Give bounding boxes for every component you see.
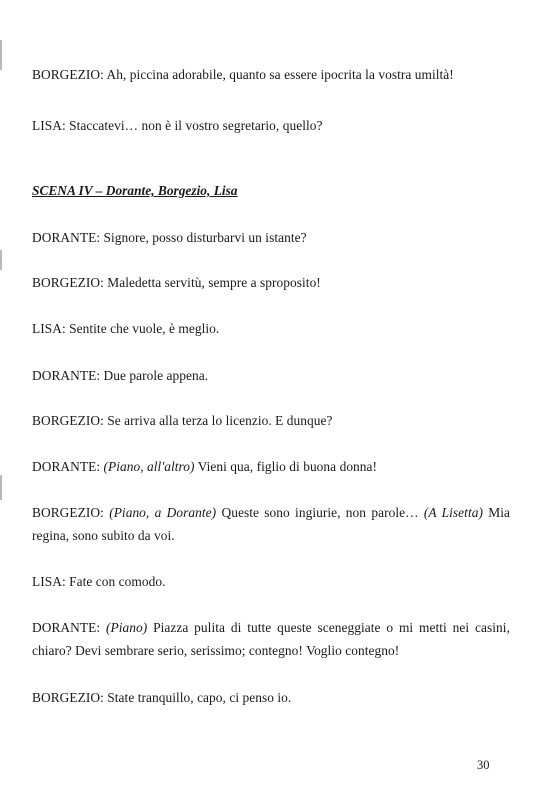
dialogue-text: Piazza pulita di tutte queste sceneggiate o mi metti nei casini, chiaro? Devi sembrare serio, serissimo; contegno! Voglio contegno! bbox=[32, 620, 510, 658]
dialogue-text: Mia regina, sono subito da voi. bbox=[32, 505, 511, 543]
scan-edge-mark bbox=[0, 475, 2, 500]
dialogue-line bbox=[32, 409, 510, 432]
stage-direction: (Piano, all'altro) bbox=[103, 459, 195, 474]
dialogue-text: Due parole appena. bbox=[103, 368, 209, 383]
dialogue-line bbox=[32, 501, 510, 547]
speaker-name: LISA: bbox=[32, 118, 66, 133]
dialogue-line bbox=[32, 271, 510, 294]
dialogue-line bbox=[32, 63, 510, 86]
dialogue-text: Queste sono ingiurie, non parole… bbox=[221, 505, 419, 520]
speaker-name: BORGEZIO: bbox=[32, 413, 104, 428]
scan-edge-mark bbox=[0, 40, 2, 70]
dialogue-text: Ah, piccina adorabile, quanto sa essere ipocrita la vostra umiltà! bbox=[106, 67, 454, 82]
page-number: 30 bbox=[477, 758, 490, 772]
stage-direction: (Piano) bbox=[105, 620, 148, 635]
stage-direction: (A Lisetta) bbox=[423, 505, 483, 520]
dialogue-text: Signore, posso disturbarvi un istante? bbox=[103, 230, 307, 245]
dialogue-line bbox=[32, 114, 510, 137]
dialogue-text: Fate con comodo. bbox=[69, 574, 166, 589]
dialogue-line bbox=[32, 455, 510, 478]
dialogue-text: Se arriva alla terza lo licenzio. E dunque? bbox=[107, 413, 333, 428]
speaker-name: LISA: bbox=[32, 321, 66, 336]
dialogue-line bbox=[32, 686, 510, 709]
dialogue-line bbox=[32, 616, 510, 662]
scan-edge-mark bbox=[0, 250, 2, 270]
speaker-name: LISA: bbox=[32, 574, 66, 589]
dialogue-text: Sentite che vuole, è meglio. bbox=[69, 321, 220, 336]
speaker-name: DORANTE: bbox=[32, 230, 101, 245]
dialogue-text: Staccatevi… non è il vostro segretario, quello? bbox=[69, 118, 323, 133]
dialogue-line bbox=[32, 226, 510, 249]
speaker-name: DORANTE: bbox=[32, 620, 101, 635]
dialogue-text: State tranquillo, capo, ci penso io. bbox=[107, 690, 292, 705]
speaker-name: DORANTE: bbox=[32, 459, 101, 474]
speaker-name: BORGEZIO: bbox=[32, 505, 104, 520]
dialogue-line bbox=[32, 570, 510, 593]
scene-heading: SCENA IV – Dorante, Borgezio, Lisa bbox=[32, 183, 238, 198]
speaker-name: BORGEZIO: bbox=[32, 275, 104, 290]
dialogue-text: Vieni qua, figlio di buona donna! bbox=[197, 459, 378, 474]
dialogue-line bbox=[32, 364, 510, 387]
speaker-name: BORGEZIO: bbox=[32, 690, 104, 705]
dialogue-text: Maledetta servitù, sempre a sproposito! bbox=[107, 275, 321, 290]
stage-direction: (Piano, a Dorante) bbox=[109, 505, 217, 520]
speaker-name: DORANTE: bbox=[32, 368, 101, 383]
dialogue-line bbox=[32, 317, 510, 340]
speaker-name: BORGEZIO: bbox=[32, 67, 104, 82]
